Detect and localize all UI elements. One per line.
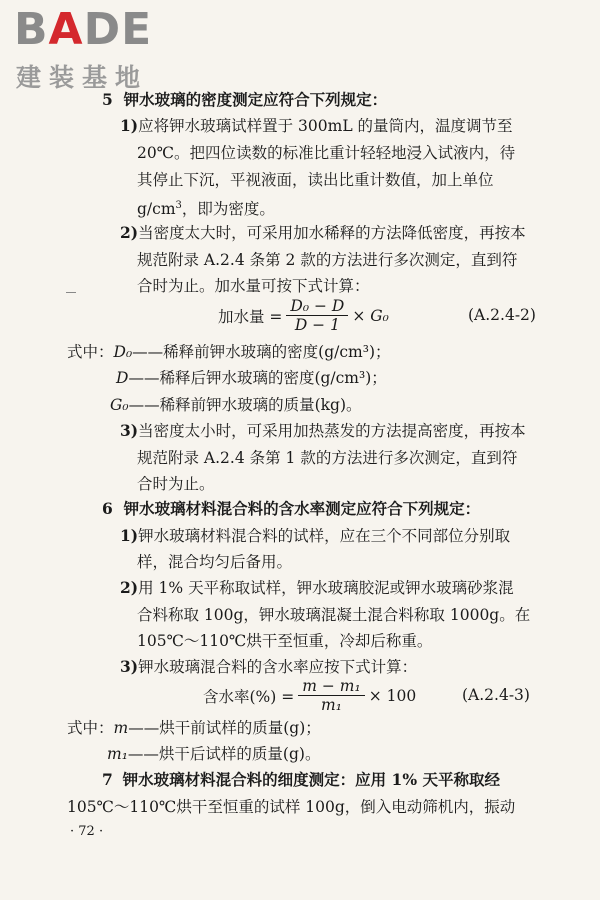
- where-d0: 式中：D₀——稀释前钾水玻璃的密度(g/cm³)；: [67, 343, 391, 361]
- s6-item3-line1: 3)钾水玻璃混合料的含水率应按下式计算：: [120, 657, 418, 676]
- where-m1: m₁——烘干后试样的质量(g)。: [107, 745, 321, 763]
- formula-a-2-4-3: 含水率(%) = $\frac{\text{m − m₁}}{\text{m₁}}$ × 100: [203, 677, 417, 714]
- section-6-title: 6 钾水玻璃材料混合料的含水率测定应符合下列规定：: [102, 499, 481, 518]
- where-d: D——稀释后钾水玻璃的密度(g/cm³)；: [116, 369, 387, 387]
- equation-number: (A.2.4-2): [468, 306, 536, 324]
- s6-item1-line1: 1)钾水玻璃材料混合料的试样，应在三个不同部位分别取: [120, 526, 511, 545]
- s5-item2-line2: 规范附录 A.2.4 条第 2 款的方法进行多次测定，直到符: [137, 251, 518, 269]
- s6-item1-line2: 样，混合均匀后备用。: [137, 553, 293, 571]
- s5-item2-line1: 2)当密度太大时，可采用加水稀释的方法降低密度，再按本: [120, 223, 526, 242]
- where-g0: G₀——稀释前钾水玻璃的质量(kg)。: [110, 396, 362, 414]
- section-5-title: 5 钾水玻璃的密度测定应符合下列规定：: [102, 90, 388, 109]
- publisher-logo: [8, 4, 178, 90]
- s5-item1-line3: 其停止下沉，平视液面，读出比重计数值，加上单位: [137, 171, 494, 189]
- s5-item1-line1: 1)应将钾水玻璃试样置于 300mL 的量筒内，温度调节至: [120, 116, 513, 135]
- logo-wordmark: BADE: [14, 4, 153, 55]
- s5-item3-line1: 3)当密度太小时，可采用加热蒸发的方法提高密度，再按本: [120, 421, 526, 440]
- equation-number: (A.2.4-3): [462, 686, 530, 704]
- margin-mark: [66, 292, 76, 293]
- s5-item1-line4: $g/cm^3$，即为密度。: [137, 200, 275, 218]
- formula-fraction: $\frac{\text{D₀ − D}}{D - 1}$: [286, 297, 348, 334]
- s5-item1-line2: 20℃。把四位读数的标准比重计轻轻地浸入试液内，待: [137, 144, 516, 162]
- s6-item2-line3: 105℃～110℃烘干至恒重，冷却后称重。: [137, 632, 433, 650]
- section-7-line2: 105℃～110℃烘干至恒重的试样 100g，倒入电动筛机内，振动: [67, 798, 516, 816]
- page-number: · 72 ·: [70, 824, 104, 839]
- formula-fraction: $\frac{\text{m − m₁}}{\text{m₁}}$: [298, 677, 364, 714]
- section-7-line1: 7 钾水玻璃材料混合料的细度测定：应用 1% 天平称取经: [102, 770, 500, 789]
- s6-item2-line1: 2)用 1% 天平称取试样，钾水玻璃胶泥或钾水玻璃砂浆混: [120, 578, 514, 597]
- s6-item2-line2: 合料称取 100g，钾水玻璃混凝土混合料称取 1000g。在: [137, 606, 531, 624]
- s5-item3-line3: 合时为止。: [137, 475, 215, 493]
- s5-item2-line3: 合时为止。加水量可按下式计算：: [137, 277, 370, 295]
- s5-item3-line2: 规范附录 A.2.4 条第 1 款的方法进行多次测定，直到符: [137, 449, 518, 467]
- formula-a-2-4-2: 加水量 = $\frac{\text{D₀ − D}}{D - 1}$ × G₀: [218, 297, 389, 334]
- where-m: 式中：m——烘干前试样的质量(g)；: [67, 719, 321, 737]
- logo-subtitle: 建装基地: [16, 63, 149, 92]
